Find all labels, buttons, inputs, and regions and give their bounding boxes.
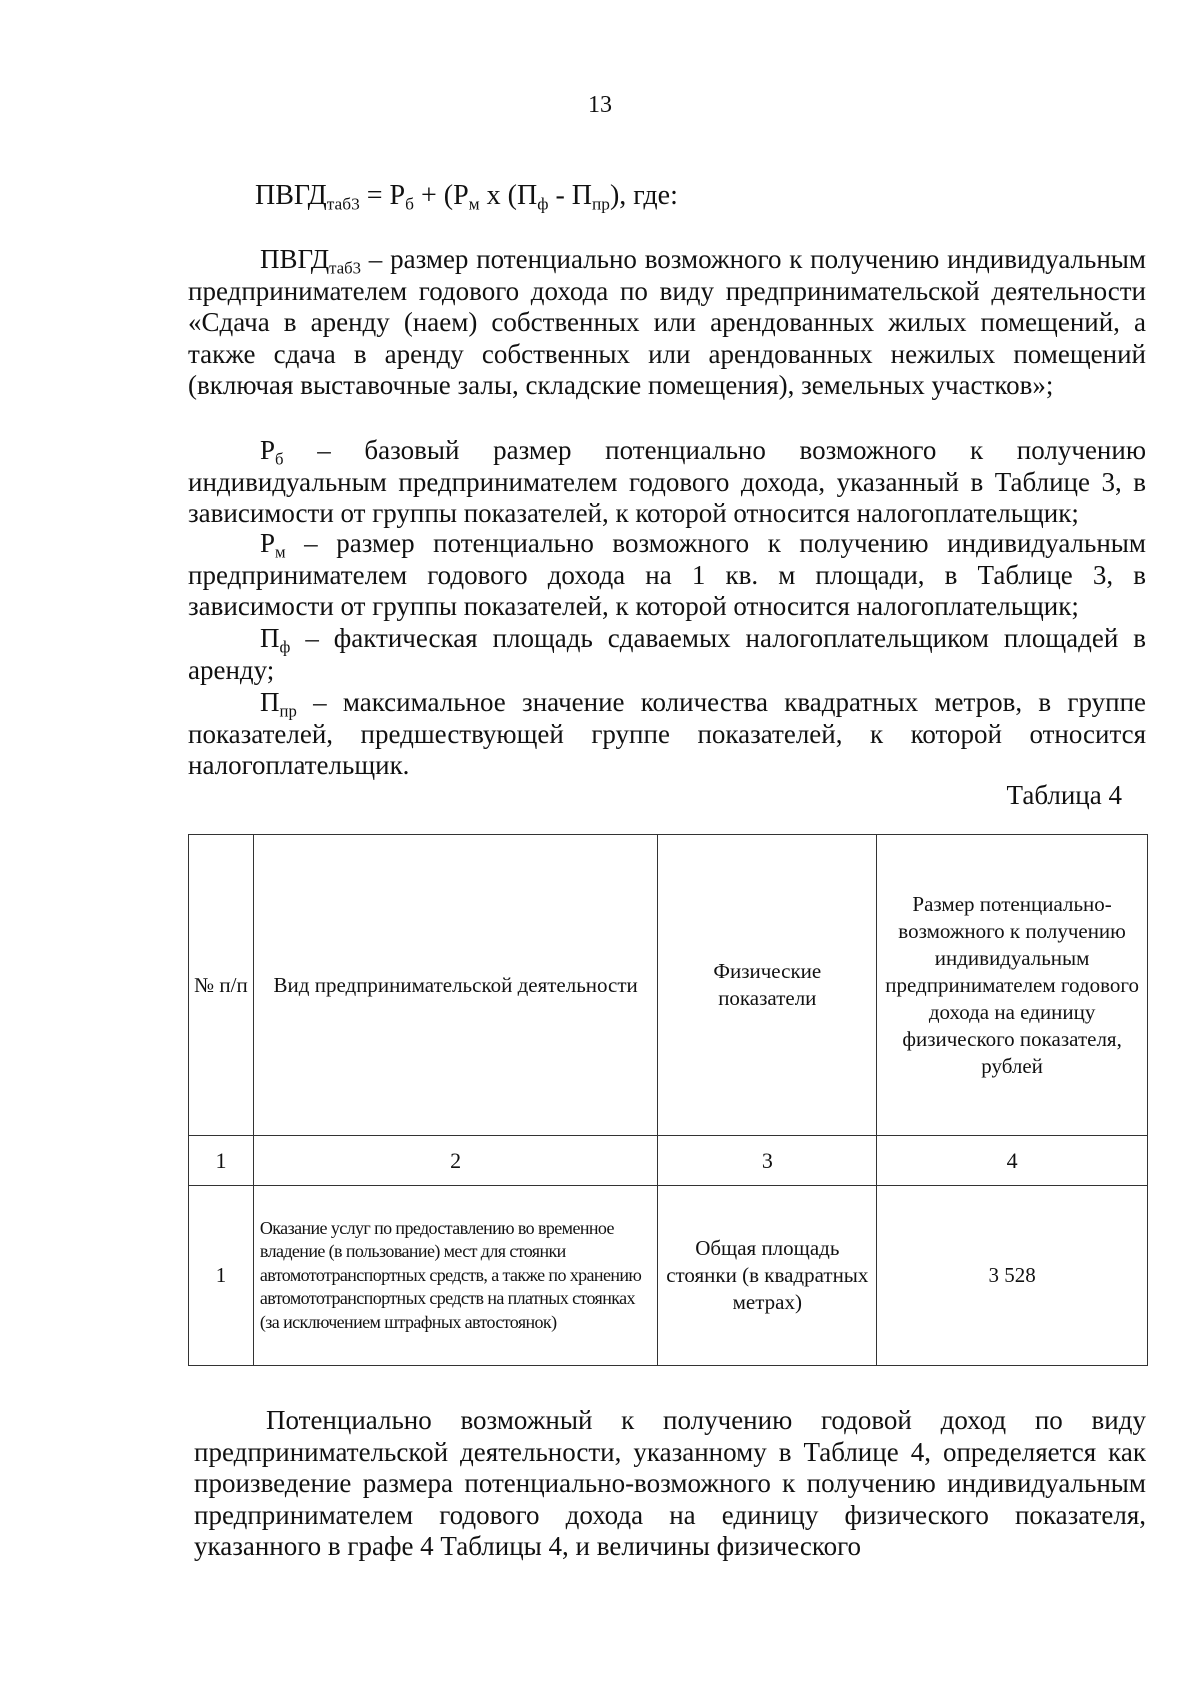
closing-paragraph-text: Потенциально возможный к получению годовой доход по виду предпринимательской деятельности, указанному в Таблице 4, определяется как произведение размера потенциально-возможного к получению индивидуальным предпринимателем годового дохода на единицу физического показателя, указанного в графе 4 Таблицы 4, и величины физического <box>194 1405 1146 1561</box>
definition-sub: б <box>275 449 284 469</box>
table-row <box>189 1186 1148 1366</box>
header-cell-number: № п/п <box>189 835 254 1136</box>
table-column-number-row <box>189 1136 1148 1186</box>
row-indicator: Общая площадь стоянки (в квадратных метрах) <box>658 1186 877 1366</box>
row-value: 3 528 <box>877 1186 1148 1366</box>
formula-part: = Р <box>359 180 406 211</box>
table-header-row <box>189 835 1148 1136</box>
definition-sub: пр <box>279 701 297 721</box>
definition-symbol: П <box>260 687 280 717</box>
formula-sub: м <box>468 194 480 214</box>
definition-text: – фактическая площадь сдаваемых налогоплательщиком площадей в аренду; <box>188 623 1146 685</box>
definition-symbol: Р <box>260 435 276 465</box>
column-number: 3 <box>658 1136 877 1186</box>
income-table <box>188 834 1148 1366</box>
page-number: 13 <box>588 92 612 118</box>
definition-rm <box>188 528 1146 623</box>
definition-ppr <box>188 687 1146 782</box>
formula-sub: пр <box>592 194 610 214</box>
definition-symbol: ПВГД <box>260 244 330 274</box>
definition-symbol: Р <box>260 528 276 558</box>
column-number: 4 <box>877 1136 1148 1186</box>
definition-text: – размер потенциально возможного к получению индивидуальным предпринимателем годового дохода по виду предпринимательской деятельности «Сдача в аренду (наем) собственных или арендованных жилых помещений, а также сдача в аренду собственных или арендованных нежилых помещений (включая выставочные залы, складские помещения), земельных участков»; <box>188 244 1146 400</box>
formula-part: + (Р <box>413 180 469 211</box>
definition-text: – базовый размер потенциально возможного к получению индивидуальным предпринимателем годового дохода, указанный в Таблице 3, в зависимости от группы показателей, к которой относится налогоплательщик; <box>188 435 1146 528</box>
definition-text: – максимальное значение количества квадратных метров, в группе показателей, предшествующей группе показателей, к которой относится налогоплательщик. <box>188 687 1146 780</box>
formula-lhs: ПВГД <box>255 180 327 211</box>
formula-sub: ф <box>537 194 549 214</box>
definition-pvgd <box>188 244 1146 402</box>
definition-sub: таб3 <box>329 258 361 278</box>
definition-symbol: П <box>260 623 280 653</box>
formula-part: ), где: <box>609 180 678 211</box>
formula-part: х (П <box>479 180 538 211</box>
header-cell-activity: Вид предпринимательской деятельности <box>253 835 658 1136</box>
definition-sub: м <box>275 542 286 562</box>
formula-sub: б <box>405 194 414 214</box>
definition-rb <box>188 435 1146 530</box>
header-cell-indicators: Физические показатели <box>658 835 877 1136</box>
formula <box>255 180 678 212</box>
row-activity: Оказание услуг по предоставлению во временное владение (в пользование) мест для стоянки автомототранспортных средств, а также по хранению автомототранспортных средств на платных стоянках (за исключением штрафных автостоянок) <box>253 1186 658 1366</box>
formula-part: - П <box>548 180 592 211</box>
definition-text: – размер потенциально возможного к получению индивидуальным предпринимателем годового дохода на 1 кв. м площади, в Таблице 3, в зависимости от группы показателей, к которой относится налогоплательщик; <box>188 528 1146 621</box>
row-number: 1 <box>189 1186 254 1366</box>
definition-sub: ф <box>279 637 291 657</box>
header-cell-income: Размер потенциально-возможного к получению индивидуальным предпринимателем годового дохода на единицу физического показателя, рублей <box>877 835 1148 1136</box>
formula-lhs-sub: таб3 <box>326 194 360 214</box>
column-number: 1 <box>189 1136 254 1186</box>
column-number: 2 <box>253 1136 658 1186</box>
definition-pf <box>188 623 1146 686</box>
closing-paragraph <box>194 1405 1146 1563</box>
table-caption: Таблица 4 <box>1006 780 1122 810</box>
